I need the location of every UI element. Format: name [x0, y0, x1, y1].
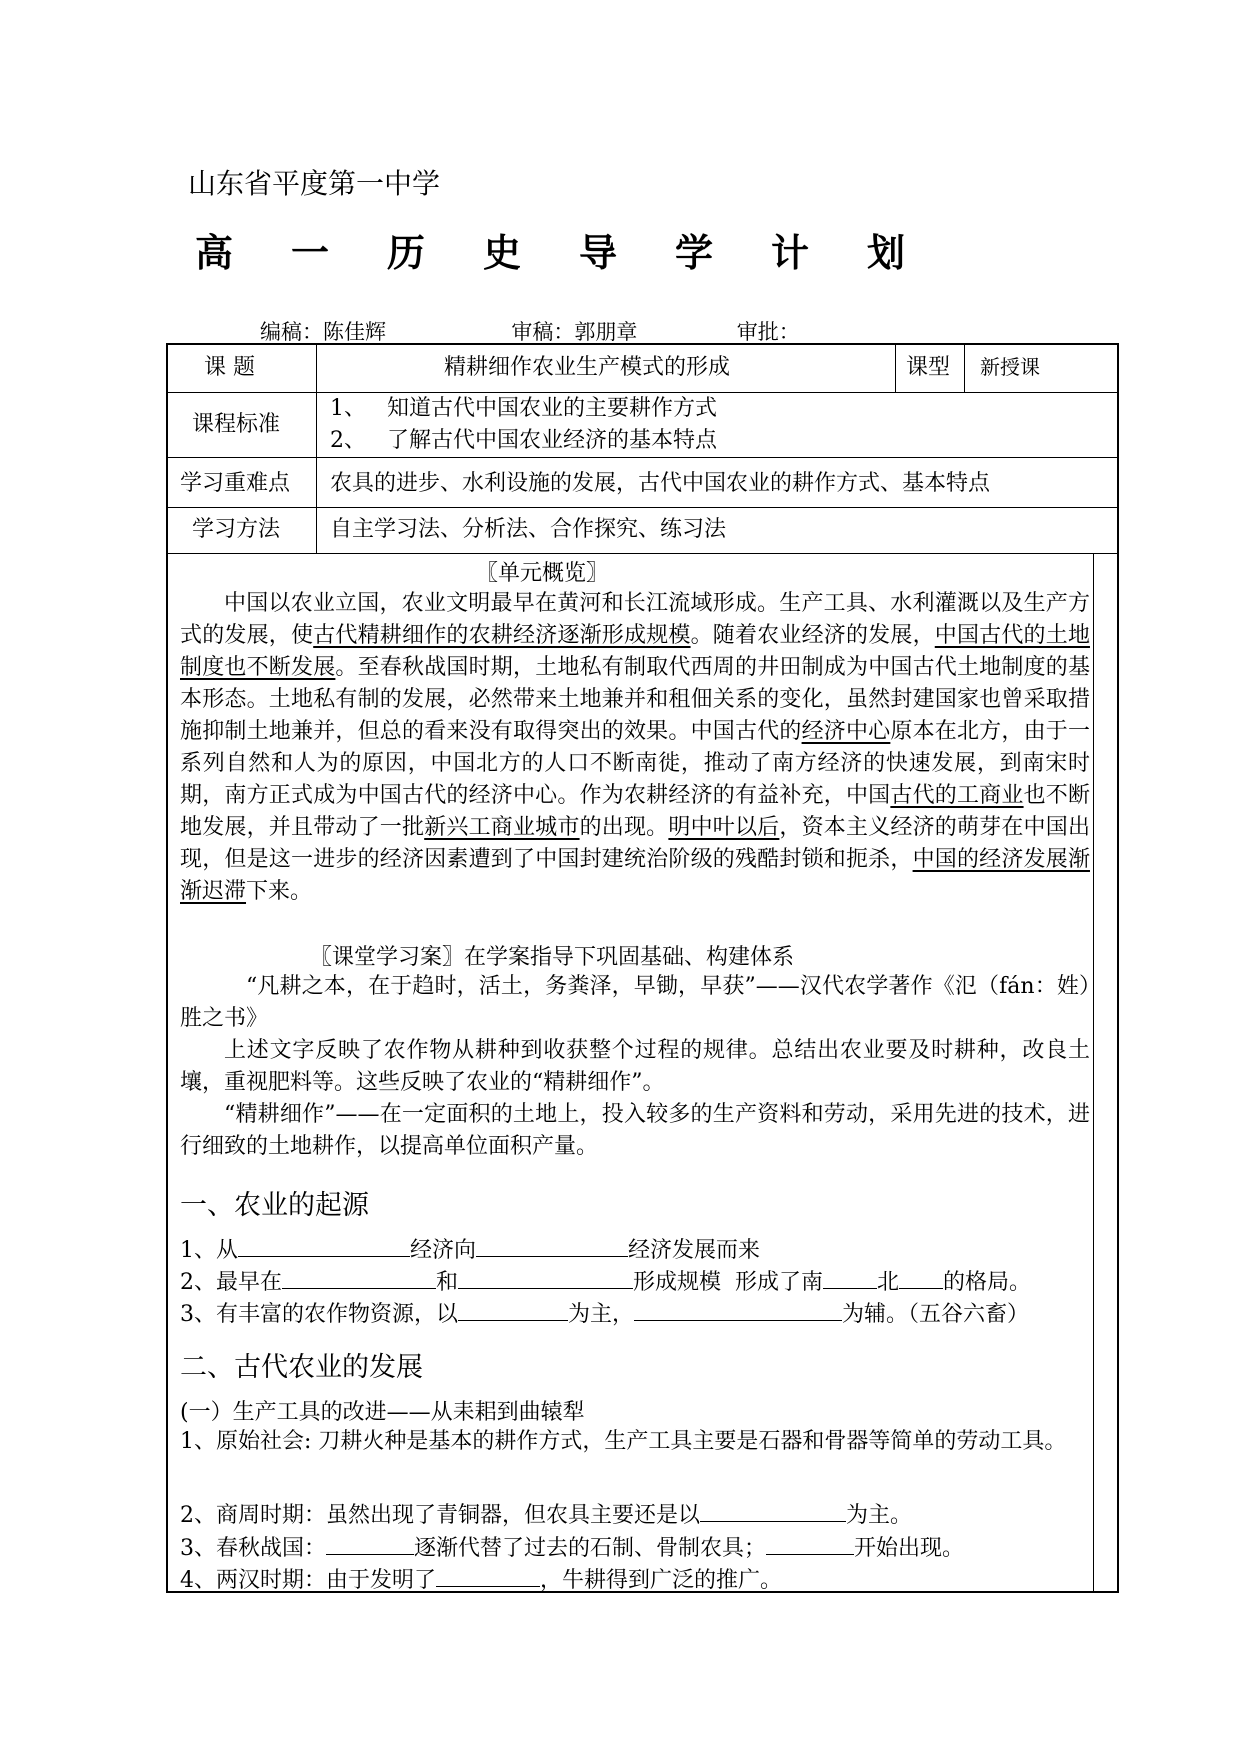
answer-blank[interactable] — [458, 1300, 568, 1321]
school-name: 山东省平度第一中学 — [188, 167, 441, 200]
item-3 — [180, 1534, 964, 1560]
question-text: 形成规模 形成了南 — [633, 1270, 824, 1295]
answer-blank[interactable] — [458, 1268, 633, 1289]
question-text: 的格局。 — [943, 1270, 1032, 1295]
question-text: 和 — [436, 1270, 459, 1295]
overview-text: 。随着农业经济的发展， — [690, 623, 935, 648]
question-text: 3、有丰富的农作物资源，以 — [180, 1302, 458, 1327]
subsection-heading: (一）生产工具的改进——从耒耜到曲辕犁 — [180, 1400, 585, 1425]
overview-text: 。至春秋战国时期，土地私有制取代西周的井田制成为中国古代土地制度的基本形态。土地私有制的发展，必然带来土地兼并和租佃关系的变化，虽然封建国家也曾采取措施抑制土地兼并，但总的看来没有取得突出的效果。中国古代的 — [180, 655, 1090, 744]
classroom-heading: 〖课堂学习案〗在学案指导下巩固基础、构建体系 — [310, 945, 795, 970]
row-divider — [166, 392, 1119, 393]
keypoints-value: 农具的进步、水利设施的发展，古代中国农业的耕作方式、基本特点 — [330, 471, 991, 496]
question-text: 为主， — [568, 1302, 635, 1327]
answer-blank[interactable] — [766, 1534, 854, 1555]
standard-item-1: 1、 知道古代中国农业的主要耕作方式 — [330, 396, 717, 421]
question-1 — [180, 1236, 760, 1262]
col-divider — [316, 343, 317, 553]
item-text: ，牛耕得到广泛的推广。 — [540, 1568, 783, 1593]
reviewer: 审稿：郭朋章 — [511, 320, 638, 344]
overview-underline: 古代精耕细作的农耕经济逐渐形成规模 — [313, 623, 691, 648]
standard-item-2: 2、 了解古代中国农业经济的基本特点 — [330, 428, 717, 453]
answer-blank[interactable] — [476, 1236, 628, 1257]
topic-value: 精耕细作农业生产模式的形成 — [444, 355, 731, 380]
approver: 审批： — [736, 320, 800, 344]
keypoints-label: 学习重难点 — [180, 471, 291, 496]
overview-underline: 经济中心 — [801, 719, 891, 744]
overview-text: ，资本主义经济的萌芽在中国出现，但是这一进步的经济因素遭到了中国封建统治阶级的残酷封锁和扼杀， — [180, 815, 1090, 872]
type-label: 课型 — [906, 355, 951, 380]
item-text: 3、春秋战国： — [180, 1536, 326, 1561]
overview-text: 也不断地发展，并且带动了一批 — [180, 783, 1090, 840]
section2-heading: 二、古代农业的发展 — [180, 1352, 423, 1383]
overview-underline: 明中叶以后 — [668, 815, 780, 840]
row-divider — [166, 507, 1119, 508]
method-label: 学习方法 — [192, 517, 281, 542]
question-text: 为辅。（五谷六畜） — [842, 1302, 1030, 1327]
method-value: 自主学习法、分析法、合作探究、练习法 — [330, 517, 727, 542]
answer-blank[interactable] — [238, 1236, 410, 1257]
overview-heading: 〖单元概览〗 — [476, 561, 609, 586]
classroom-quote: “凡耕之本，在于趋时，活土，务粪泽，早锄，早获”——汉代农学著作《氾（fán：姓）胜之书》 — [180, 974, 1090, 1031]
document-title: 高一历史导学计划 — [195, 230, 964, 275]
answer-blank[interactable] — [326, 1534, 414, 1555]
editor: 编稿：陈佳辉 — [260, 320, 386, 344]
type-value: 新授课 — [980, 355, 1040, 379]
section1-heading: 一、农业的起源 — [180, 1190, 369, 1221]
item-text: 4、两汉时期：由于发明了 — [180, 1568, 436, 1593]
item-2 — [180, 1501, 912, 1527]
question-2 — [180, 1268, 1031, 1294]
overview-underline: 新兴工商业城市 — [424, 815, 580, 840]
col-divider — [895, 343, 896, 392]
overview-underline: 古代的工商业 — [890, 783, 1024, 808]
overview-text: 中国以农业立国，农业文明最早在黄河和长江流域形成。生产工具、水利灌溉以及生产方式的发展，使 — [180, 591, 1090, 648]
item-text: 为主。 — [846, 1503, 913, 1528]
editor-line — [260, 316, 800, 346]
question-text: 北 — [877, 1270, 900, 1295]
standard-label: 课程标准 — [192, 412, 281, 437]
question-text: 经济向 — [410, 1238, 477, 1263]
overview-underline: 中国的经济发展渐渐迟滞 — [180, 847, 1090, 904]
answer-blank[interactable] — [899, 1268, 943, 1289]
question-text: 经济发展而来 — [628, 1238, 761, 1263]
item-text: 逐渐代替了过去的石制、骨制农具； — [414, 1536, 767, 1561]
topic-label: 课 题 — [204, 355, 255, 380]
row-divider — [166, 553, 1119, 554]
answer-blank[interactable] — [282, 1268, 436, 1289]
col-divider — [964, 343, 965, 392]
question-3 — [180, 1300, 1029, 1326]
overview-paragraph — [180, 588, 1090, 908]
item-text: 2、商周时期：虽然出现了青铜器，但农具主要还是以 — [180, 1503, 700, 1528]
col-divider — [1093, 553, 1094, 1593]
overview-text: 原本在北方，由于一系列自然和人为的原因，中国北方的人口不断南徙，推动了南方经济的快速发展，到南宋时期，南方正式成为中国古代的经济中心。作为农耕经济的有益补充，中国 — [180, 719, 1090, 808]
overview-text: 下来。 — [246, 879, 313, 904]
answer-blank[interactable] — [823, 1268, 877, 1289]
answer-blank[interactable] — [700, 1501, 846, 1522]
classroom-paragraph-1: 上述文字反映了农作物从耕种到收获整个过程的规律。总结出农业要及时耕种，改良土壤，重视肥料等。这些反映了农业的“精耕细作”。 — [180, 1038, 1090, 1095]
item-text: 开始出现。 — [854, 1536, 965, 1561]
overview-text: 的出现。 — [579, 815, 669, 840]
row-divider — [166, 457, 1119, 458]
item-1: 1、原始社会: 刀耕火种是基本的耕作方式，生产工具主要是石器和骨器等简单的劳动工具。 — [180, 1429, 1067, 1454]
question-text: 1、从 — [180, 1238, 238, 1263]
answer-blank[interactable] — [634, 1300, 842, 1321]
answer-blank[interactable] — [436, 1566, 540, 1587]
question-text: 2、最早在 — [180, 1270, 282, 1295]
classroom-paragraph-2: “精耕细作”——在一定面积的土地上，投入较多的生产资料和劳动，采用先进的技术，进行细致的土地耕作，以提高单位面积产量。 — [180, 1102, 1090, 1159]
item-4 — [180, 1566, 782, 1592]
overview-underline: 中国古代的土地制度也不断发展 — [180, 623, 1090, 680]
